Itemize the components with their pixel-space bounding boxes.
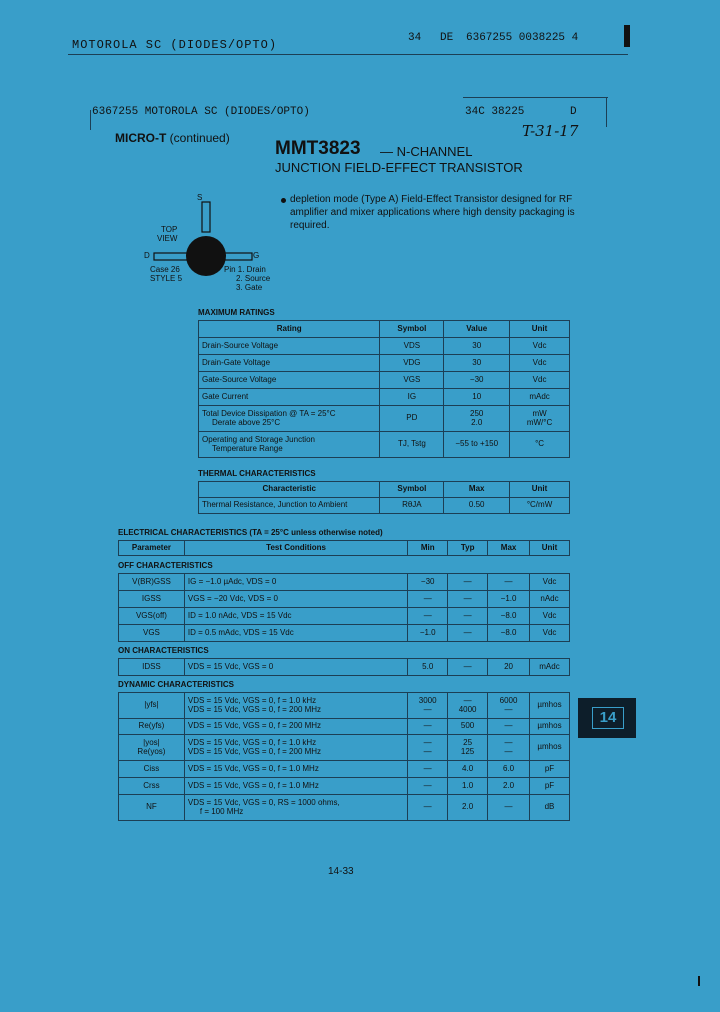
table-row — [119, 591, 570, 608]
cond-cell: VDS = 15 Vdc, VGS = 0, f = 1.0 MHz — [184, 778, 407, 795]
value-cell: 250 2.0 — [444, 406, 510, 432]
max-ratings-title: MAXIMUM RATINGS — [198, 308, 275, 317]
thermal-table — [198, 481, 570, 514]
header-cell: Unit — [510, 321, 570, 338]
electrical-title: ELECTRICAL CHARACTERISTICS (TA = 25°C unless otherwise noted) — [118, 528, 383, 537]
table-row — [199, 372, 570, 389]
bullet-text: depletion mode (Type A) Field-Effect Transistor designed for RF amplifier and mixer applications where high density packaging is required. — [290, 194, 575, 231]
header-cell: Max — [444, 482, 510, 498]
typ-cell: 1.0 — [448, 778, 488, 795]
table-row — [119, 659, 570, 676]
cond-cell: VDS = 15 Vdc, VGS = 0, f = 1.0 kHz VDS = 15 Vdc, VGS = 0, f = 200 MHz — [184, 693, 407, 719]
min-cell: 3000 — — [408, 693, 448, 719]
table-row — [199, 498, 570, 514]
handwritten-code: T-31-17 — [522, 122, 579, 140]
max-cell: 2.0 — [488, 778, 530, 795]
typ-cell: — — [448, 591, 488, 608]
stamp-bracket — [90, 110, 91, 130]
stamp-frame-side — [606, 97, 607, 127]
rating-cell: Operating and Storage Junction Temperature Range — [199, 432, 380, 458]
value-cell: −30 — [444, 372, 510, 389]
typ-cell: — 4000 — [448, 693, 488, 719]
section-label: MICRO-T (continued) — [115, 131, 230, 145]
param-cell: Crss — [119, 778, 185, 795]
cond-cell: VDS = 15 Vdc, VGS = 0, f = 1.0 MHz — [184, 761, 407, 778]
pin2-label: 2. Source — [236, 274, 271, 283]
symbol-cell: VDG — [380, 355, 444, 372]
unit-cell: pF — [530, 761, 570, 778]
cond-cell: VGS = −20 Vdc, VDS = 0 — [184, 591, 407, 608]
cond-cell: VDS = 15 Vdc, VGS = 0, RS = 1000 ohms, f = 100 MHz — [184, 795, 407, 821]
stamp-frame-top — [463, 97, 608, 98]
pin-d-label: D — [144, 251, 150, 260]
on-characteristics-title: ON CHARACTERISTICS — [118, 646, 209, 655]
unit-cell: Vdc — [510, 355, 570, 372]
typ-cell: 25 125 — [448, 735, 488, 761]
table-row — [199, 389, 570, 406]
source-lead — [202, 202, 210, 232]
header-cell: Test Conditions — [184, 541, 407, 556]
param-cell: |yfs| — [119, 693, 185, 719]
unit-cell: µmhos — [530, 719, 570, 735]
cond-cell: VDS = 15 Vdc, VGS = 0, f = 200 MHz — [184, 719, 407, 735]
edge-mark — [698, 976, 700, 986]
table-row — [119, 735, 570, 761]
unit-cell: nAdc — [530, 591, 570, 608]
off-characteristics-table — [118, 573, 570, 642]
max-cell: — — — [488, 735, 530, 761]
max-cell: −8.0 — [488, 608, 530, 625]
param-cell: VGS — [119, 625, 185, 642]
header-code-3: 6367255 0038225 4 — [466, 32, 579, 44]
stamp-right-letter: D — [570, 106, 577, 118]
table-row — [119, 761, 570, 778]
min-cell: — — [408, 761, 448, 778]
min-cell: — — [408, 795, 448, 821]
rating-cell: Total Device Dissipation @ TA = 25°C Derate above 25°C — [199, 406, 380, 432]
header-cell: Symbol — [380, 482, 444, 498]
style-label: STYLE 5 — [150, 274, 183, 283]
cond-cell: ID = 0.5 mAdc, VDS = 15 Vdc — [184, 625, 407, 642]
header-cell: Unit — [530, 541, 570, 556]
pin-g-label: G — [253, 251, 260, 260]
gate-lead — [222, 253, 252, 260]
param-cell: NF — [119, 795, 185, 821]
typ-cell: — — [448, 659, 488, 676]
param-cell: IGSS — [119, 591, 185, 608]
header-cell: Parameter — [119, 541, 185, 556]
param-cell: Ciss — [119, 761, 185, 778]
page-number: 14-33 — [328, 866, 354, 877]
symbol-cell: IG — [380, 389, 444, 406]
max-cell: −1.0 — [488, 591, 530, 608]
header-cell: Unit — [510, 482, 570, 498]
unit-cell: Vdc — [530, 608, 570, 625]
unit-cell: Vdc — [530, 574, 570, 591]
typ-cell: 2.0 — [448, 795, 488, 821]
typ-cell: 4.0 — [448, 761, 488, 778]
min-cell: — — [408, 778, 448, 795]
unit-cell: mAdc — [530, 659, 570, 676]
header-mark — [624, 25, 630, 47]
pin3-label: 3. Gate — [236, 283, 263, 292]
param-cell: Re(yfs) — [119, 719, 185, 735]
unit-cell: µmhos — [530, 735, 570, 761]
rating-cell: Drain-Source Voltage — [199, 338, 380, 355]
typ-cell: — — [448, 625, 488, 642]
unit-cell: °C/mW — [510, 498, 570, 514]
typ-cell: 500 — [448, 719, 488, 735]
min-cell: — — [408, 608, 448, 625]
param-cell: VGS(off) — [119, 608, 185, 625]
pin-s-label: S — [197, 193, 203, 202]
symbol-cell: PD — [380, 406, 444, 432]
header-cell: Min — [408, 541, 448, 556]
param-cell: V(BR)GSS — [119, 574, 185, 591]
table-row — [199, 406, 570, 432]
dynamic-characteristics-table — [118, 692, 570, 821]
min-cell: — — [408, 591, 448, 608]
table-row — [119, 574, 570, 591]
min-cell: — — — [408, 735, 448, 761]
max-ratings-table — [198, 320, 570, 458]
off-characteristics-title: OFF CHARACTERISTICS — [118, 561, 213, 570]
unit-cell: µmhos — [530, 693, 570, 719]
max-cell: 6.0 — [488, 761, 530, 778]
title-line-1: — N-CHANNEL — [380, 144, 473, 159]
rating-cell: Gate Current — [199, 389, 380, 406]
symbol-cell: VGS — [380, 372, 444, 389]
typ-cell: — — [448, 608, 488, 625]
unit-cell: dB — [530, 795, 570, 821]
stamp-right: 34C 38225 — [465, 106, 525, 118]
header-cell: Max — [488, 541, 530, 556]
dynamic-characteristics-title: DYNAMIC CHARACTERISTICS — [118, 680, 234, 689]
max-cell: −8.0 — [488, 625, 530, 642]
header-cell: Value — [444, 321, 510, 338]
rating-cell: Drain-Gate Voltage — [199, 355, 380, 372]
unit-cell: mW mW/°C — [510, 406, 570, 432]
cond-cell: VDS = 15 Vdc, VGS = 0, f = 1.0 kHz VDS = 15 Vdc, VGS = 0, f = 200 MHz — [184, 735, 407, 761]
cond-cell: ID = 1.0 nAdc, VDS = 15 Vdc — [184, 608, 407, 625]
pin1-label: Pin 1. Drain — [224, 265, 266, 274]
electrical-header-table — [118, 540, 570, 556]
header-cell: Rating — [199, 321, 380, 338]
header-cell: Typ — [448, 541, 488, 556]
table-row — [199, 338, 570, 355]
header-cell: Symbol — [380, 321, 444, 338]
min-cell: — — [408, 719, 448, 735]
package-body — [186, 236, 226, 276]
header-cell: Characteristic — [199, 482, 380, 498]
unit-cell: pF — [530, 778, 570, 795]
min-cell: −1.0 — [408, 625, 448, 642]
table-row — [119, 719, 570, 735]
max-cell: — — [488, 719, 530, 735]
cond-cell: IG = −1.0 µAdc, VDS = 0 — [184, 574, 407, 591]
unit-cell: Vdc — [530, 625, 570, 642]
top-view-label-1: TOP — [161, 225, 178, 234]
title-line-2: JUNCTION FIELD-EFFECT TRANSISTOR — [275, 160, 523, 175]
part-number: MMT3823 — [275, 138, 361, 159]
thermal-title: THERMAL CHARACTERISTICS — [198, 469, 316, 478]
header-left: MOTOROLA SC (DIODES/OPTO) — [72, 38, 278, 52]
max-cell: 0.50 — [444, 498, 510, 514]
rating-cell: Gate-Source Voltage — [199, 372, 380, 389]
characteristic-cell: Thermal Resistance, Junction to Ambient — [199, 498, 380, 514]
symbol-cell: TJ, Tstg — [380, 432, 444, 458]
case-label: Case 26 — [150, 265, 180, 274]
symbol-cell: VDS — [380, 338, 444, 355]
table-row — [119, 795, 570, 821]
unit-cell: °C — [510, 432, 570, 458]
max-cell: — — [488, 574, 530, 591]
section-tab-number: 14 — [592, 707, 624, 729]
unit-cell: mAdc — [510, 389, 570, 406]
table-row — [119, 778, 570, 795]
table-row — [119, 693, 570, 719]
symbol-cell: RθJA — [380, 498, 444, 514]
param-cell: IDSS — [119, 659, 185, 676]
top-view-label-2: VIEW — [157, 234, 178, 243]
min-cell: −30 — [408, 574, 448, 591]
table-row — [119, 608, 570, 625]
table-row — [119, 625, 570, 642]
stamp-left: 6367255 MOTOROLA SC (DIODES/OPTO) — [92, 106, 310, 118]
value-cell: −55 to +150 — [444, 432, 510, 458]
typ-cell: — — [448, 574, 488, 591]
table-row — [199, 432, 570, 458]
max-cell: — — [488, 795, 530, 821]
unit-cell: Vdc — [510, 372, 570, 389]
table-row — [199, 355, 570, 372]
on-characteristics-table — [118, 658, 570, 676]
min-cell: 5.0 — [408, 659, 448, 676]
header-code-1: 34 — [408, 32, 422, 44]
value-cell: 30 — [444, 355, 510, 372]
value-cell: 30 — [444, 338, 510, 355]
max-cell: 20 — [488, 659, 530, 676]
unit-cell: Vdc — [510, 338, 570, 355]
value-cell: 10 — [444, 389, 510, 406]
drain-lead — [154, 253, 190, 260]
cond-cell: VDS = 15 Vdc, VGS = 0 — [184, 659, 407, 676]
header-rule — [68, 54, 628, 55]
max-cell: 6000 — — [488, 693, 530, 719]
param-cell: |yos| Re(yos) — [119, 735, 185, 761]
header-code-2: DE — [440, 32, 454, 44]
